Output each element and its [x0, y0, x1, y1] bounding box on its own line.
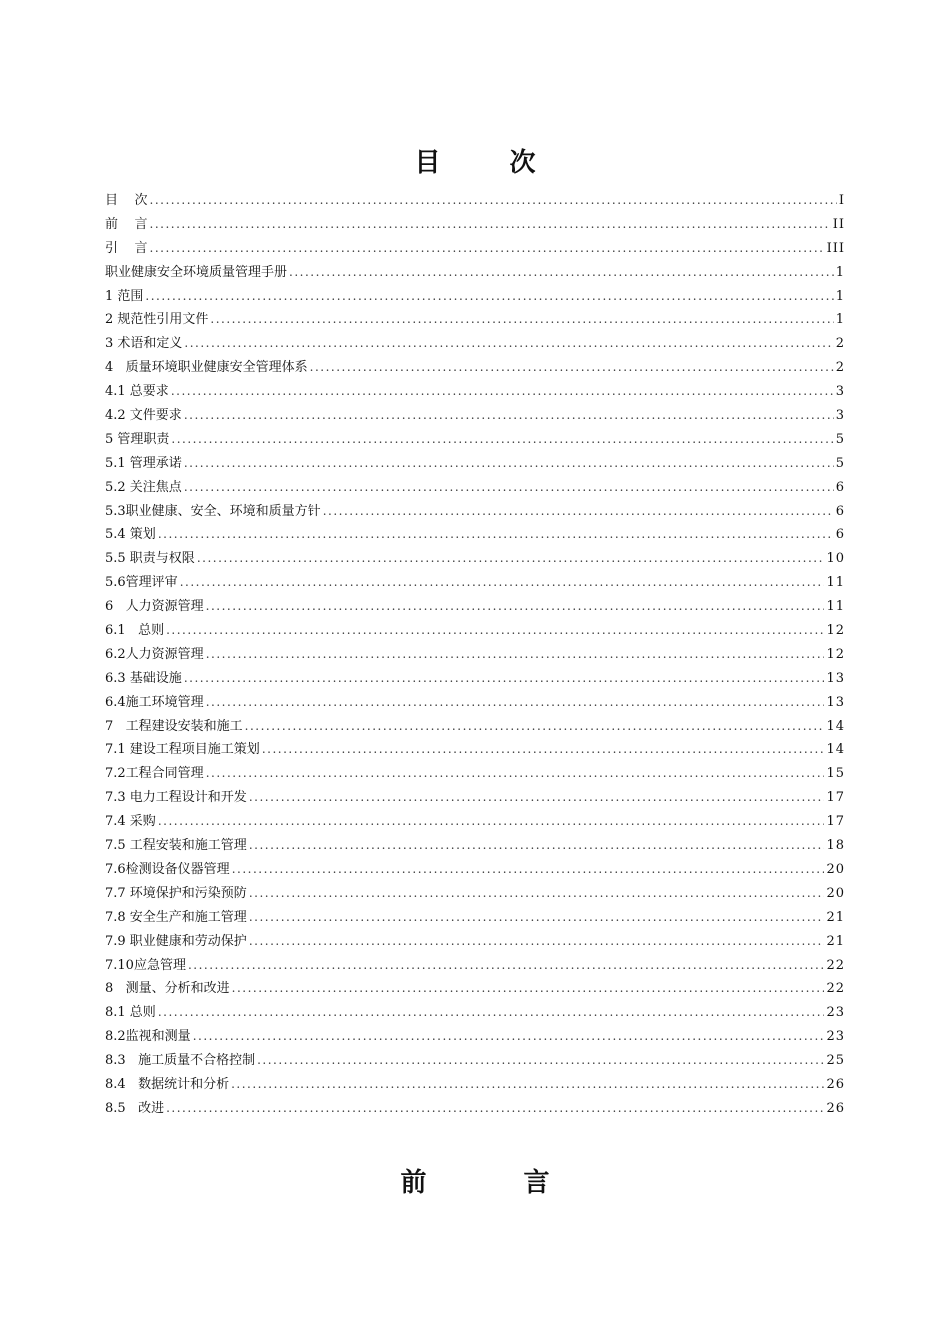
toc-dot-leader — [206, 599, 825, 613]
toc-entry[interactable] — [105, 404, 845, 428]
toc-entry[interactable] — [105, 738, 845, 762]
toc-entry-label: 5.1 管理承诺 — [105, 455, 182, 471]
toc-entry-page-number: 5 — [835, 455, 845, 471]
toc-entry-page-number: 17 — [826, 790, 845, 806]
toc-entry-label: 4.1 总要求 — [105, 384, 169, 400]
toc-entry[interactable] — [105, 332, 845, 356]
toc-entry-page-number: 20 — [826, 861, 845, 877]
toc-dot-leader — [171, 384, 834, 398]
toc-entry[interactable] — [105, 643, 845, 667]
toc-dot-leader — [184, 671, 825, 685]
toc-entry-label: 8.5 改进 — [105, 1100, 165, 1116]
toc-entry-label: 7.3 电力工程设计和开发 — [105, 790, 247, 806]
toc-entry-page-number: 2 — [835, 360, 845, 376]
toc-entry-page-number: 14 — [826, 742, 845, 758]
toc-entry-page-number: 5 — [835, 431, 845, 447]
toc-entry-page-number: 3 — [835, 384, 845, 400]
toc-entry-page-number: 17 — [826, 814, 845, 830]
toc-entry-label: 5.5 职责与权限 — [105, 551, 195, 567]
toc-entry-page-number: 14 — [826, 718, 845, 734]
toc-entry-page-number: 12 — [826, 623, 845, 639]
toc-dot-leader — [158, 814, 825, 828]
toc-entry-page-number: 3 — [835, 408, 845, 424]
toc-entry[interactable] — [105, 810, 845, 834]
toc-dot-leader — [180, 575, 825, 589]
toc-entry-page-number: I — [838, 193, 845, 208]
toc-entry-page-number: 23 — [826, 1005, 845, 1021]
toc-dot-leader — [289, 265, 834, 279]
toc-entry-page-number: 1 — [835, 288, 845, 304]
toc-entry-page-number: 6 — [835, 503, 845, 519]
toc-entry-label: 引 言 — [105, 240, 148, 256]
toc-entry-page-number: 21 — [826, 933, 845, 949]
toc-entry[interactable] — [105, 237, 845, 261]
toc-entry-label: 8 测量、分析和改进 — [105, 981, 230, 997]
toc-entry[interactable] — [105, 1073, 845, 1097]
toc-entry-page-number: 23 — [826, 1029, 845, 1045]
toc-entry[interactable] — [105, 667, 845, 691]
toc-dot-leader — [257, 1053, 824, 1067]
toc-entry-label: 7.9 职业健康和劳动保护 — [105, 933, 247, 949]
toc-dot-leader — [245, 719, 825, 733]
toc-entry-label: 7.2工程合同管理 — [105, 766, 204, 782]
toc-entry[interactable] — [105, 500, 845, 524]
toc-entry[interactable] — [105, 619, 845, 643]
toc-entry-page-number: III — [826, 240, 845, 256]
toc-entry-page-number: 18 — [826, 838, 845, 854]
toc-entry[interactable] — [105, 285, 845, 309]
toc-entry-label: 6.2人力资源管理 — [105, 646, 204, 662]
toc-dot-leader — [210, 312, 833, 326]
toc-dot-leader — [184, 336, 833, 350]
toc-entry[interactable] — [105, 547, 845, 571]
toc-entry-label: 5.3职业健康、安全、环境和质量方针 — [105, 503, 321, 519]
toc-dot-leader — [184, 456, 834, 470]
toc-dot-leader — [193, 1029, 825, 1043]
toc-entry-page-number: 6 — [835, 479, 845, 495]
toc-entry-label: 8.2监视和测量 — [105, 1029, 191, 1045]
toc-dot-leader — [145, 289, 833, 303]
toc-entry-page-number: 22 — [826, 981, 845, 997]
toc-dot-leader — [262, 742, 825, 756]
toc-entry-label: 6.3 基础设施 — [105, 670, 182, 686]
toc-entry-page-number: 1 — [835, 264, 845, 280]
toc-entry[interactable] — [105, 1001, 845, 1025]
toc-entry-page-number: 11 — [826, 575, 845, 591]
toc-entry[interactable] — [105, 189, 845, 213]
toc-entry[interactable] — [105, 1097, 845, 1121]
toc-dot-leader — [184, 408, 834, 422]
toc-entry-page-number: 22 — [826, 957, 845, 973]
toc-entry-label: 前 言 — [105, 216, 148, 232]
toc-entry[interactable] — [105, 523, 845, 547]
toc-entry-page-number: 15 — [826, 766, 845, 782]
toc-entry-page-number: II — [832, 216, 845, 232]
toc-entry-label: 7.10应急管理 — [105, 957, 186, 973]
toc-dot-leader — [249, 886, 825, 900]
toc-entry-page-number: 25 — [826, 1053, 845, 1069]
toc-entry[interactable] — [105, 834, 845, 858]
toc-dot-leader — [158, 527, 834, 541]
toc-entry-label: 目 次 — [105, 193, 148, 208]
toc-entry-label: 7.7 环境保护和污染预防 — [105, 885, 247, 901]
toc-title: 目 次 — [414, 148, 566, 178]
toc-entry[interactable] — [105, 977, 845, 1001]
toc-entry-label: 6.4施工环境管理 — [105, 694, 204, 710]
toc-dot-leader — [206, 695, 825, 709]
toc-dot-leader — [166, 623, 824, 637]
toc-entry[interactable] — [105, 858, 845, 882]
toc-entry-page-number: 6 — [835, 527, 845, 543]
toc-entry-page-number: 2 — [835, 336, 845, 352]
toc-dot-leader — [171, 432, 833, 446]
toc-entry-page-number: 21 — [826, 909, 845, 925]
toc-dot-leader — [150, 217, 831, 231]
toc-entry[interactable] — [105, 428, 845, 452]
toc-entry[interactable] — [105, 954, 845, 978]
toc-dot-leader — [231, 1077, 824, 1091]
toc-dot-leader — [323, 504, 834, 518]
toc-dot-leader — [197, 551, 825, 565]
toc-entry[interactable] — [105, 380, 845, 404]
toc-entry[interactable] — [105, 715, 845, 739]
toc-dot-leader — [206, 647, 825, 661]
toc-entry-label: 6.1 总则 — [105, 623, 165, 639]
toc-entry-label: 职业健康安全环境质量管理手册 — [105, 264, 288, 280]
toc-entry[interactable] — [105, 762, 845, 786]
toc-entry[interactable] — [105, 882, 845, 906]
toc-entry[interactable] — [105, 308, 845, 332]
toc-entry-label: 5.2 关注焦点 — [105, 479, 182, 495]
toc-dot-leader — [150, 193, 837, 207]
toc-entry[interactable] — [105, 930, 845, 954]
toc-entry-page-number: 10 — [826, 551, 845, 567]
toc-dot-leader — [249, 838, 825, 852]
toc-entry-page-number: 26 — [826, 1076, 845, 1092]
toc-entry-label: 8.1 总则 — [105, 1005, 156, 1021]
toc-dot-leader — [249, 910, 825, 924]
toc-entry-label: 4.2 文件要求 — [105, 408, 182, 424]
toc-dot-leader — [188, 958, 825, 972]
toc-dot-leader — [206, 766, 825, 780]
toc-entry-label: 7 工程建设安装和施工 — [105, 718, 243, 734]
table-of-contents — [105, 189, 845, 1121]
toc-dot-leader — [232, 981, 825, 995]
toc-entry[interactable] — [105, 452, 845, 476]
toc-dot-leader — [232, 862, 825, 876]
toc-entry[interactable] — [105, 691, 845, 715]
toc-dot-leader — [249, 790, 825, 804]
toc-entry[interactable] — [105, 476, 845, 500]
toc-entry-label: 1 范围 — [105, 288, 144, 304]
toc-entry-page-number: 13 — [826, 670, 845, 686]
toc-dot-leader — [184, 480, 834, 494]
toc-entry-label: 2 规范性引用文件 — [105, 312, 209, 328]
toc-entry[interactable] — [105, 356, 845, 380]
toc-entry-label: 5 管理职责 — [105, 431, 170, 447]
toc-entry-label: 5.4 策划 — [105, 527, 156, 543]
toc-entry-page-number: 26 — [826, 1100, 845, 1116]
toc-dot-leader — [249, 934, 825, 948]
toc-entry-label: 7.4 采购 — [105, 814, 156, 830]
preface-heading: 前 言 — [400, 1168, 594, 1198]
toc-entry-label: 7.6检测设备仪器管理 — [105, 861, 230, 877]
toc-entry[interactable] — [105, 595, 845, 619]
toc-entry-label: 7.1 建设工程项目施工策划 — [105, 742, 260, 758]
toc-entry-label: 7.8 安全生产和施工管理 — [105, 909, 247, 925]
toc-entry-label: 3 术语和定义 — [105, 336, 183, 352]
toc-entry[interactable] — [105, 261, 845, 285]
toc-entry-label: 7.5 工程安装和施工管理 — [105, 838, 247, 854]
toc-entry-page-number: 11 — [826, 599, 845, 615]
toc-entry[interactable] — [105, 786, 845, 810]
toc-dot-leader — [310, 360, 834, 374]
toc-entry[interactable] — [105, 213, 845, 237]
toc-dot-leader — [150, 241, 825, 255]
toc-entry[interactable] — [105, 1025, 845, 1049]
toc-entry-page-number: 13 — [826, 694, 845, 710]
toc-entry-label: 5.6管理评审 — [105, 575, 178, 591]
toc-entry[interactable] — [105, 571, 845, 595]
toc-entry[interactable] — [105, 906, 845, 930]
toc-entry-page-number: 12 — [826, 646, 845, 662]
toc-entry-label: 8.4 数据统计和分析 — [105, 1076, 230, 1092]
toc-entry-label: 6 人力资源管理 — [105, 599, 204, 615]
toc-entry[interactable] — [105, 1049, 845, 1073]
toc-entry-label: 8.3 施工质量不合格控制 — [105, 1053, 256, 1069]
toc-dot-leader — [158, 1005, 825, 1019]
toc-entry-page-number: 1 — [835, 312, 845, 328]
toc-entry-page-number: 20 — [826, 885, 845, 901]
toc-entry-label: 4 质量环境职业健康安全管理体系 — [105, 360, 308, 376]
toc-dot-leader — [166, 1101, 824, 1115]
